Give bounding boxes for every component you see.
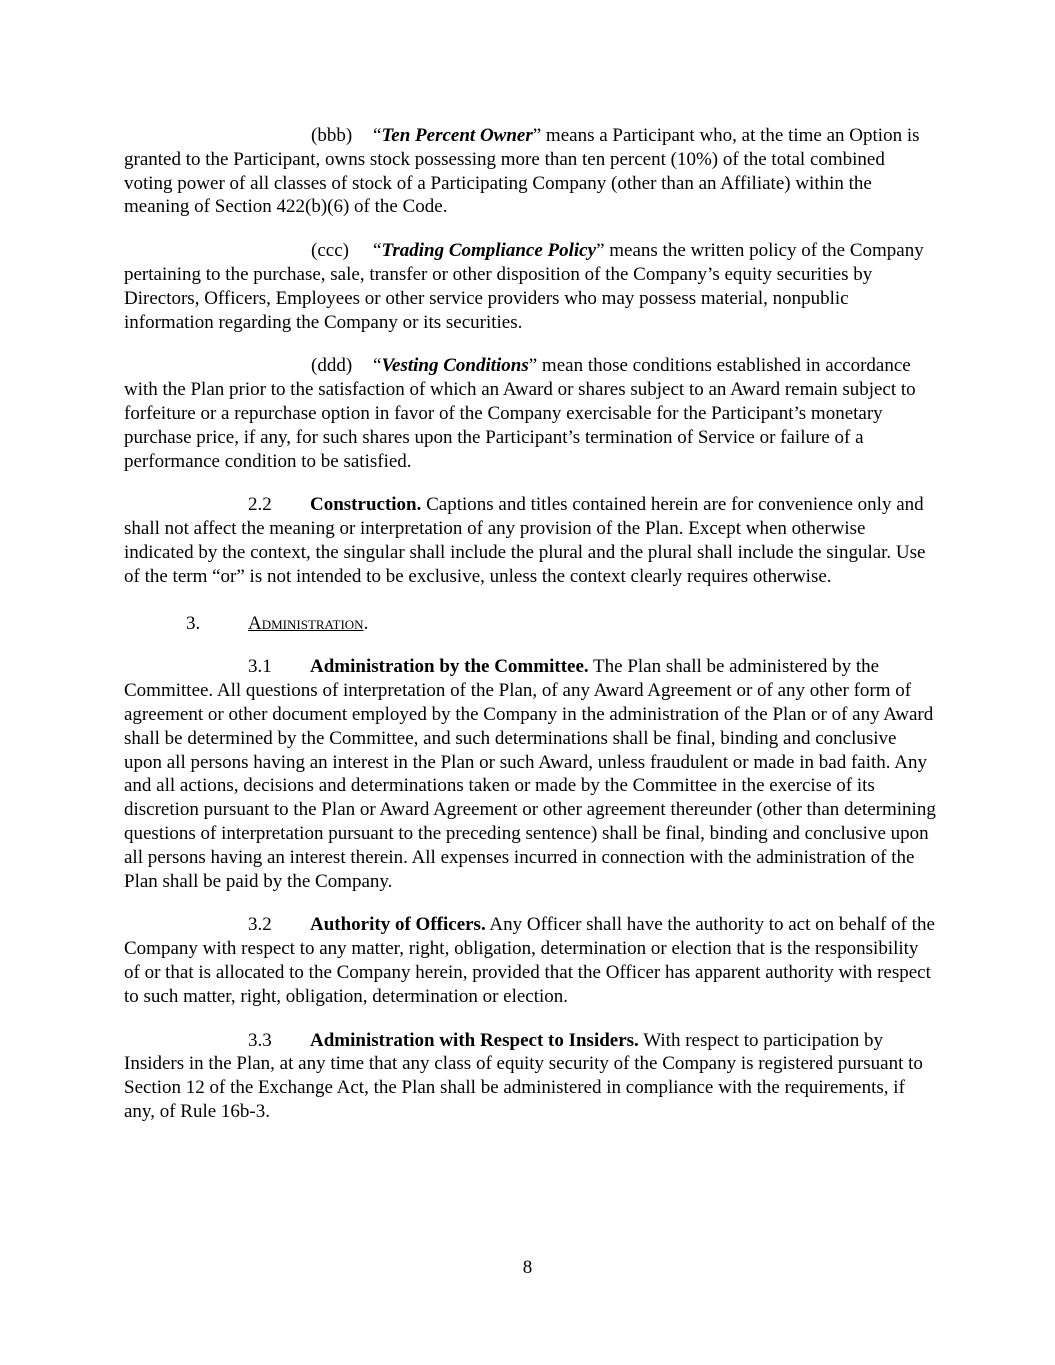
defined-term: Ten Percent Owner <box>381 125 533 146</box>
section-text: Captions and titles contained herein are for convenience only and shall not affect the meaning or interpretation of any provision of the Plan. Except when otherwise indicated by the context, the singular shall include the plural and the plural shall include the singular. Use of the term “or” is not intended to be exclusive, unless the context clearly requires otherwise. <box>124 494 926 587</box>
section-number: 3.3 <box>248 1029 272 1051</box>
definition-label: (ddd) <box>311 355 353 377</box>
definition-bbb <box>124 124 936 219</box>
section-3-3 <box>124 1029 936 1124</box>
section-number: 2.2 <box>248 494 272 516</box>
section-3-1 <box>124 655 936 893</box>
section-title: Authority of Officers. <box>310 914 486 936</box>
defined-term: Vesting Conditions <box>381 355 529 377</box>
section-title: Administration by the Committee. <box>310 656 589 678</box>
section-title: Administration <box>248 612 364 634</box>
definition-ddd <box>124 354 936 473</box>
section-number: 3. <box>186 612 201 634</box>
definition-ccc <box>124 239 936 334</box>
section-title: Administration with Respect to Insiders. <box>310 1029 639 1051</box>
section-number: 3.1 <box>248 656 272 678</box>
open-quote: “ <box>373 125 382 146</box>
definition-label: (bbb) <box>311 125 353 146</box>
page-number: 8 <box>522 1257 533 1278</box>
open-quote: “ <box>373 355 382 377</box>
defined-term: Trading Compliance Policy <box>381 240 597 262</box>
definition-text: ” means a Participant who, at the time an Option is granted to the Participant, owns stock possessing more than ten percent (10%) of the total combined voting power of all classes of stock of a Participating Company (other than an Affiliate) within the meaning of Section 422(b)(6) of the Code. <box>124 125 920 218</box>
section-text: With respect to participation by Insiders in the Plan, at any time that any class of equity security of the Company is registered pursuant to Section 12 of the Exchange Act, the Plan shall be administered in compliance with the requirements, if any, of Rule 16b-3. <box>124 1029 923 1122</box>
section-number: 3.2 <box>248 914 272 936</box>
section-3-2 <box>124 913 936 1008</box>
definition-text: ” means the written policy of the Company pertaining to the purchase, sale, transfer or other disposition of the Company’s equity securities by Directors, Officers, Employees or other service providers who may possess material, nonpublic information regarding the Company or its securities. <box>124 240 924 333</box>
definition-text: ” mean those conditions established in accordance with the Plan prior to the satisfaction of which an Award or shares subject to an Award remain subject to forfeiture or a repurchase option in favor of the Company exercisable for the Participant’s monetary purchase price, if any, for such shares upon the Participant’s termination of Service or failure of a performance condition to be satisfied. <box>124 355 916 472</box>
open-quote: “ <box>373 240 382 262</box>
document-page <box>124 124 936 1144</box>
section-text: Any Officer shall have the authority to act on behalf of the Company with respect to any matter, right, obligation, determination or election that is the responsibility of or that is allocated to the Company herein, provided that the Officer has apparent authority with respect to such matter, right, obligation, determination or election. <box>124 914 935 1007</box>
section-2-2 <box>124 493 936 588</box>
section-3-heading: 3. Administration. <box>186 612 369 634</box>
section-text: The Plan shall be administered by the Committee. All questions of interpretation of the Plan, of any Award Agreement or of any other form of agreement or other document employed by the Company in the administration of the Plan or of any Award shall be determined by the Committee, and such determinations shall be final, binding and conclusive upon all persons having an interest in the Plan or such Award, unless fraudulent or made in bad faith. Any and all actions, decisions and determinations taken or made by the Committee in the exercise of its discretion pursuant to the Plan or Award Agreement or other agreement thereunder (other than determining questions of interpretation pursuant to the preceding sentence) shall be final, binding and conclusive upon all persons having an interest therein. All expenses incurred in connection with the administration of the Plan shall be paid by the Company. <box>124 656 936 892</box>
section-title: Construction. <box>310 494 422 516</box>
definition-label: (ccc) <box>311 240 349 262</box>
